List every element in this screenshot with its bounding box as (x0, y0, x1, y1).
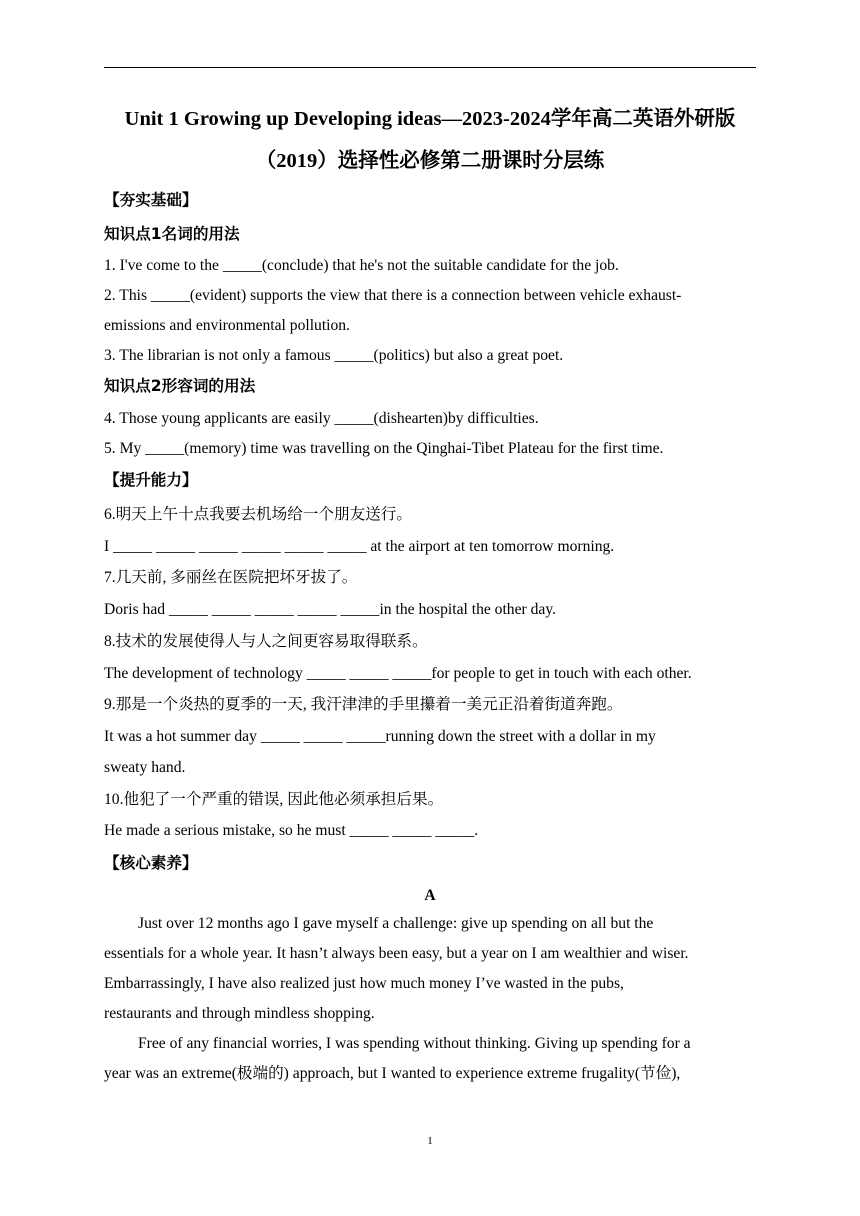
question-7-english: Doris had _____ _____ _____ _____ _____in the hospital the other day. (104, 601, 557, 618)
page-number: 1 (427, 1135, 433, 1147)
question-6-chinese: 6.明天上午十点我要去机场给一个朋友送行。 (104, 506, 412, 523)
question-8-chinese: 8.技术的发展使得人与人之间更容易取得联系。 (104, 633, 428, 650)
question-1: 1. I've come to the _____(conclude) that he's not the suitable candidate for the job. (104, 257, 619, 274)
passage-paragraph-2-line-1: Free of any financial worries, I was spending without thinking. Giving up spending for a (138, 1035, 691, 1052)
question-5: 5. My _____(memory) time was travelling on the Qinghai-Tibet Plateau for the first time. (104, 440, 664, 457)
passage-paragraph-1-line-1: Just over 12 months ago I gave myself a challenge: give up spending on all but the (138, 915, 654, 932)
document-title-line-2: （2019）选择性必修第二册课时分层练 (255, 150, 605, 172)
question-10-english: He made a serious mistake, so he must _____ _____ _____. (104, 822, 479, 839)
question-9-english-line-2: sweaty hand. (104, 759, 186, 776)
passage-paragraph-1-line-3: Embarrassingly, I have also realized just how much money I’ve wasted in the pubs, (104, 975, 624, 992)
question-10-chinese: 10.他犯了一个严重的错误, 因此他必须承担后果。 (104, 791, 444, 808)
passage-paragraph-1-line-2: essentials for a whole year. It hasn’t always been easy, but a year on I am wealthier and wiser. (104, 945, 689, 962)
passage-paragraph-2-line-2: year was an extreme(极端的) approach, but I wanted to experience extreme frugality(节俭), (104, 1065, 681, 1082)
section-heading-core: 【核心素养】 (104, 854, 198, 872)
knowledge-point-2: 知识点2形容词的用法 (104, 377, 256, 395)
question-4: 4. Those young applicants are easily _____(dishearten)by difficulties. (104, 410, 539, 427)
passage-paragraph-1-line-4: restaurants and through mindless shopping. (104, 1005, 375, 1022)
section-heading-basic: 【夯实基础】 (104, 191, 198, 209)
question-9-english-line-1: It was a hot summer day _____ _____ _____running down the street with a dollar in my (104, 728, 656, 745)
passage-letter: A (424, 887, 436, 904)
question-8-english: The development of technology _____ _____ _____for people to get in touch with each other. (104, 665, 692, 682)
question-2-line-2: emissions and environmental pollution. (104, 317, 351, 334)
question-6-english: I _____ _____ _____ _____ _____ _____ at the airport at ten tomorrow morning. (104, 538, 615, 555)
question-2-line-1: 2. This _____(evident) supports the view that there is a connection between vehicle exhaust- (104, 287, 682, 304)
section-heading-improve: 【提升能力】 (104, 471, 198, 489)
question-3: 3. The librarian is not only a famous _____(politics) but also a great poet. (104, 347, 564, 364)
knowledge-point-1: 知识点1名词的用法 (104, 225, 240, 243)
document-title-line-1: Unit 1 Growing up Developing ideas—2023-2024学年高二英语外研版 (124, 108, 736, 130)
question-7-chinese: 7.几天前, 多丽丝在医院把坏牙拔了。 (104, 569, 358, 586)
header-rule (104, 67, 756, 68)
question-9-chinese: 9.那是一个炎热的夏季的一天, 我汗津津的手里攥着一美元正沿着街道奔跑。 (104, 696, 623, 713)
